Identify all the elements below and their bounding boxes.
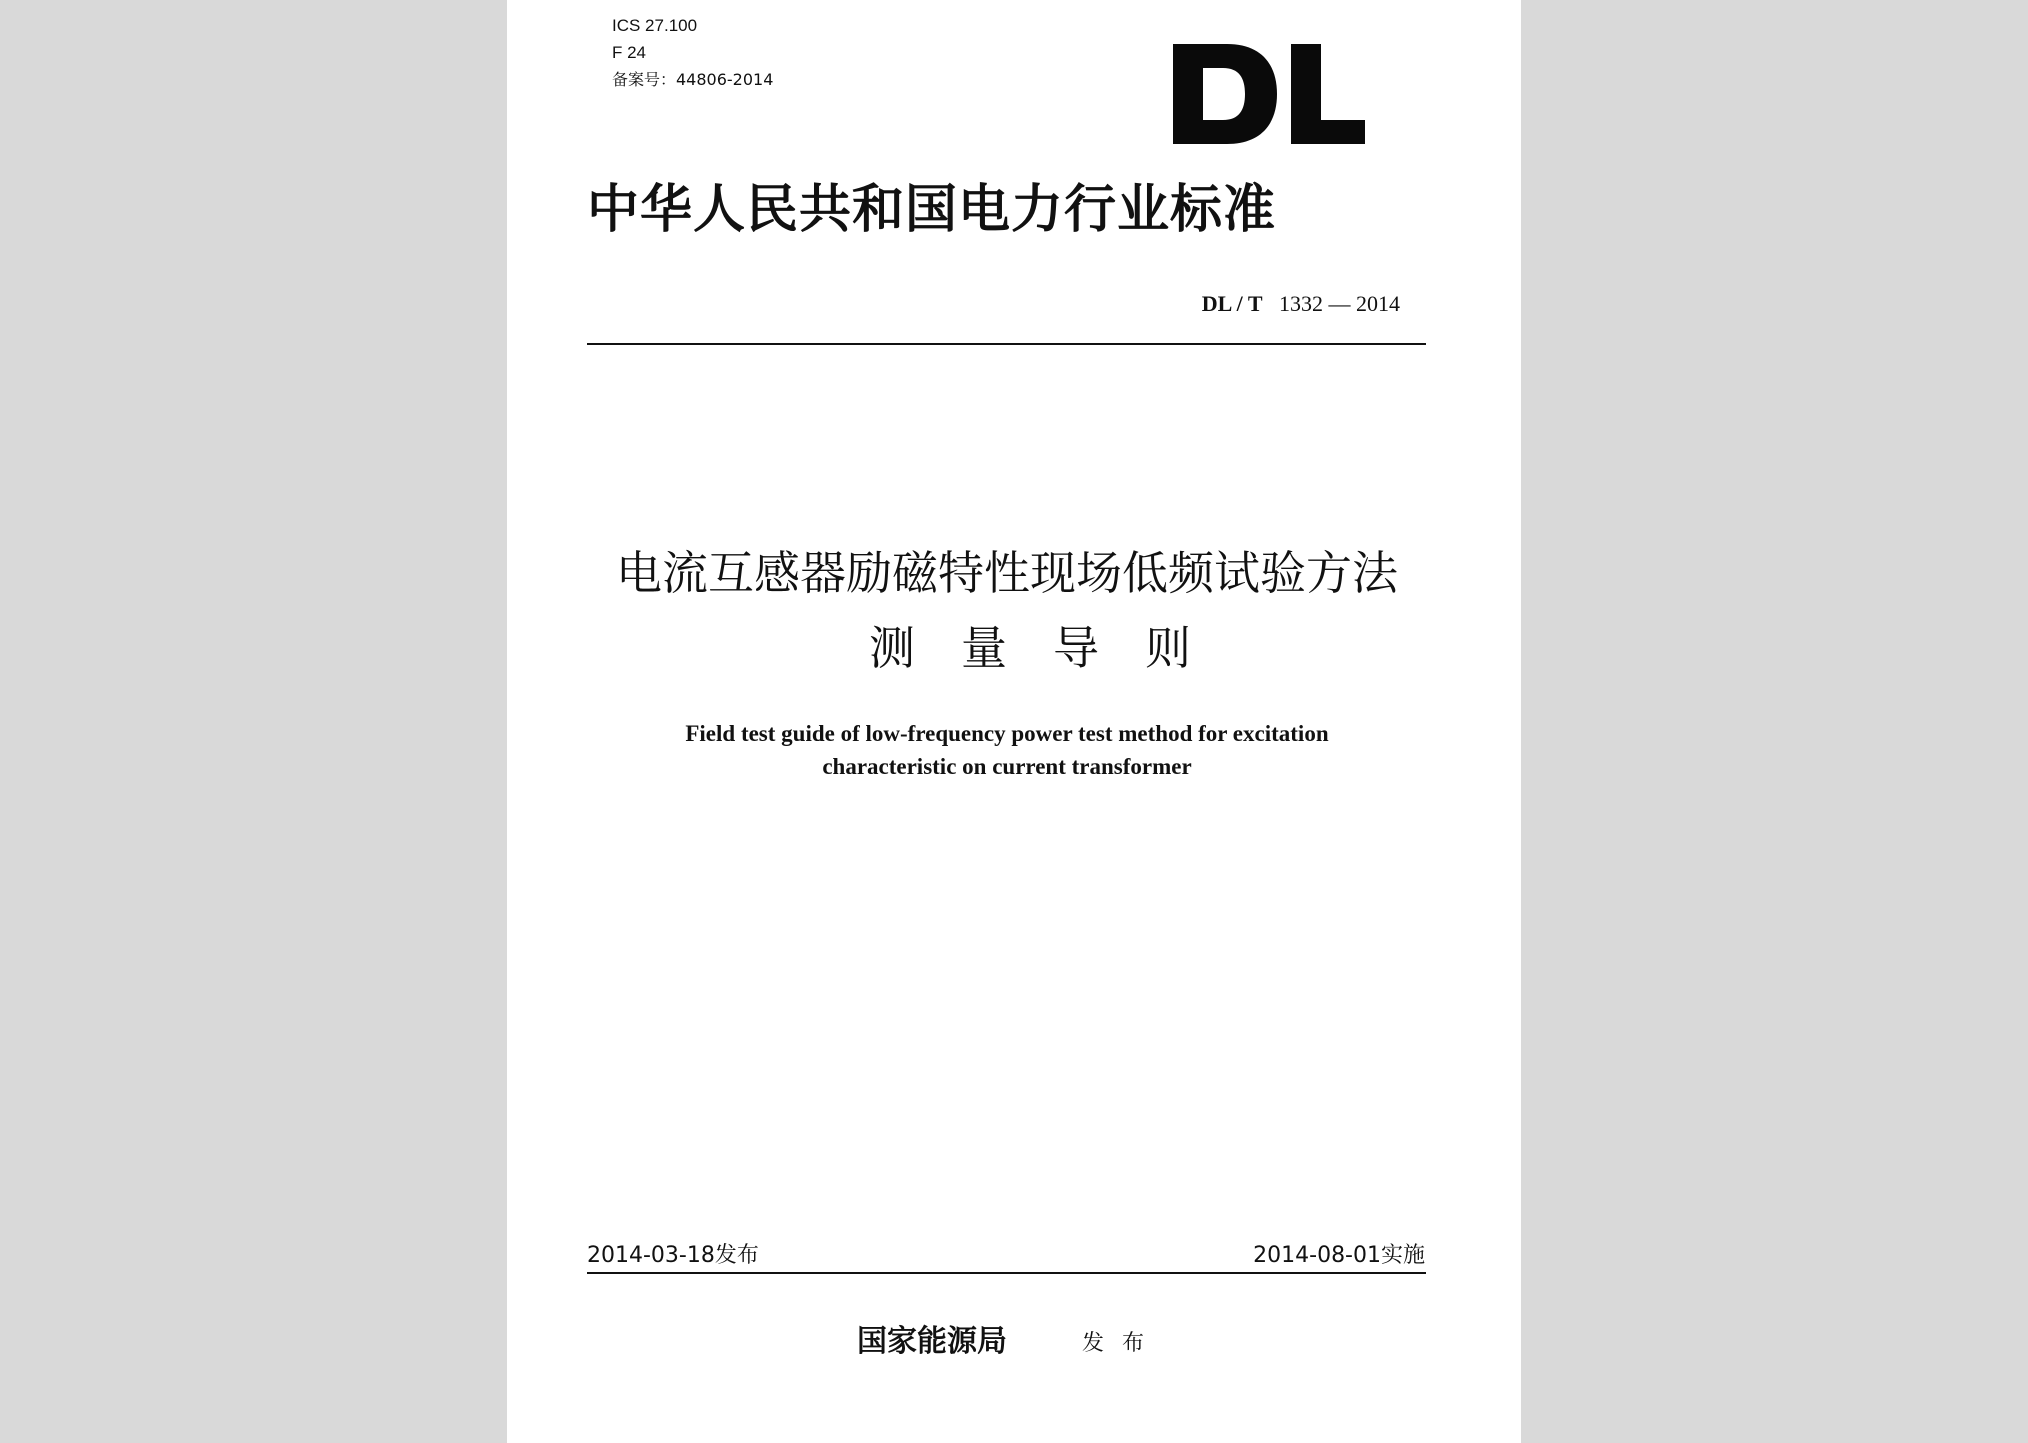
category-code: F 24 (612, 43, 647, 62)
standard-number-value: 1332 — 2014 (1279, 291, 1400, 316)
title-english-line-1: Field test guide of low-frequency power test method for excitation (685, 721, 1329, 746)
effective-date: 2014-08-01实施 (1253, 1243, 1425, 1268)
standard-heading: 中华人民共和国电力行业标准 (587, 179, 1277, 240)
publisher-name: 国家能源局 (857, 1324, 1007, 1359)
standard-number (1202, 290, 1400, 318)
header-divider (587, 343, 1426, 345)
publish-label: 发布 (1082, 1331, 1163, 1356)
footer-divider (587, 1272, 1426, 1274)
release-date: 2014-03-18发布 (587, 1243, 759, 1268)
title-chinese-line-1: 电流互感器励磁特性现场低频试验方法 (616, 546, 1398, 600)
registration-number: 备案号：44806-2014 (612, 70, 774, 89)
dl-logo (1169, 40, 1369, 148)
title-chinese-line-2: 测量导则 (869, 621, 1237, 675)
standard-code: DL / T (1201, 291, 1263, 316)
ics-code: ICS 27.100 (612, 16, 698, 35)
document-page (507, 0, 1521, 1443)
title-english-line-2: characteristic on current transformer (822, 754, 1192, 779)
